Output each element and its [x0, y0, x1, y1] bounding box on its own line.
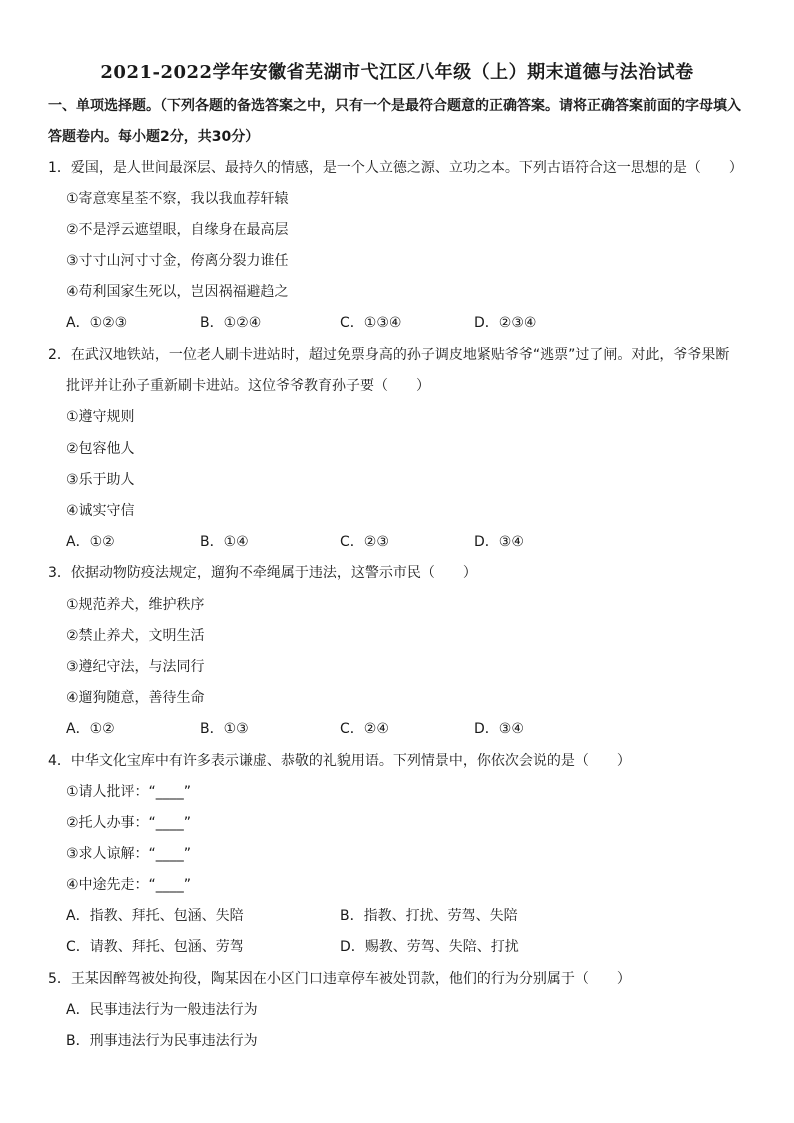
q2-item-4: ④诚实守信: [66, 503, 135, 519]
q3-item-2: ②禁止养犬，文明生活: [66, 628, 205, 644]
q2-choice-a: A．①②: [66, 534, 115, 550]
q1-item-1: ①寄意寒星荃不察，我以我血荐轩辕: [66, 191, 289, 207]
q1-item-3: ③寸寸山河寸寸金，侉离分裂力谁任: [66, 253, 289, 269]
q1-choice-d: D．②③④: [474, 315, 537, 331]
q1-choice-a: A．①②③: [66, 315, 128, 331]
q1-choice-c: C．①③④: [340, 315, 402, 331]
q2-item-1: ①遵守规则: [66, 409, 135, 425]
q2-choice-b: B．①④: [200, 534, 249, 550]
q4-item-2: ②托人办事：“____”: [66, 815, 192, 831]
page-title: 2021-2022学年安徽省芜湖市弋江区八年级（上）期末道德与法治试卷: [100, 62, 694, 83]
q1-item-2: ②不是浮云遮望眼，自缘身在最高层: [66, 222, 289, 238]
q4-choice-a: A．指教、拜托、包涵、失陪: [66, 908, 244, 924]
q4-choice-c: C．请教、拜托、包涵、劳驾: [66, 939, 244, 955]
q4-item-4: ④中途先走：“____”: [66, 877, 192, 893]
q4-item-3: ③求人谅解：“____”: [66, 846, 192, 862]
q3-choice-b: B．①③: [200, 721, 249, 737]
question-1-stem: 1．爱国，是人世间最深层、最持久的情感，是一个人立德之源、立功之本。下列古语符合这一思想的是（ ）: [48, 160, 743, 176]
q2-item-2: ②包容他人: [66, 441, 135, 457]
section-instructions-line1: 一、单项选择题。（下列各题的备选答案之中，只有一个是最符合题意的正确答案。请将正确答案前面的字母填入: [48, 98, 741, 114]
q4-item-1: ①请人批评：“____”: [66, 784, 192, 800]
q3-choice-d: D．③④: [474, 721, 524, 737]
q5-choice-b: B．刑事违法行为民事违法行为: [66, 1033, 258, 1049]
q1-item-4: ④苟利国家生死以，岂因祸福避趋之: [66, 284, 289, 300]
q3-item-4: ④遛狗随意，善待生命: [66, 690, 205, 706]
q2-choice-c: C．②③: [340, 534, 389, 550]
q4-choice-d: D．赐教、劳驾、失陪、打扰: [340, 939, 519, 955]
q2-item-3: ③乐于助人: [66, 472, 135, 488]
section-instructions-line2: 答题卷内。每小题2分，共30分）: [48, 129, 260, 145]
question-2-stem-line1: 2．在武汉地铁站，一位老人刷卡进站时，超过免票身高的孙子调皮地紧贴爷爷“逃票”过了闸。对此，爷爷果断: [48, 347, 730, 363]
q4-choice-b: B．指教、打扰、劳驾、失陪: [340, 908, 518, 924]
question-2-stem-line2: 批评并让孙子重新刷卡进站。这位爷爷教育孙子要（ ）: [66, 378, 430, 394]
q5-choice-a: A．民事违法行为一般违法行为: [66, 1002, 258, 1018]
q2-choice-d: D．③④: [474, 534, 524, 550]
q3-item-3: ③遵纪守法，与法同行: [66, 659, 205, 675]
question-3-stem: 3．依据动物防疫法规定，遛狗不牵绳属于违法，这警示市民（ ）: [48, 565, 477, 581]
question-4-stem: 4．中华文化宝库中有许多表示谦虚、恭敬的礼貌用语。下列情景中，你依次会说的是（ ）: [48, 753, 631, 769]
q3-item-1: ①规范养犬，维护秩序: [66, 597, 205, 613]
q3-choice-c: C．②④: [340, 721, 389, 737]
question-5-stem: 5．王某因醉驾被处拘役，陶某因在小区门口违章停车被处罚款，他们的行为分别属于（ ）: [48, 971, 631, 987]
q3-choice-a: A．①②: [66, 721, 115, 737]
q1-choice-b: B．①②④: [200, 315, 262, 331]
